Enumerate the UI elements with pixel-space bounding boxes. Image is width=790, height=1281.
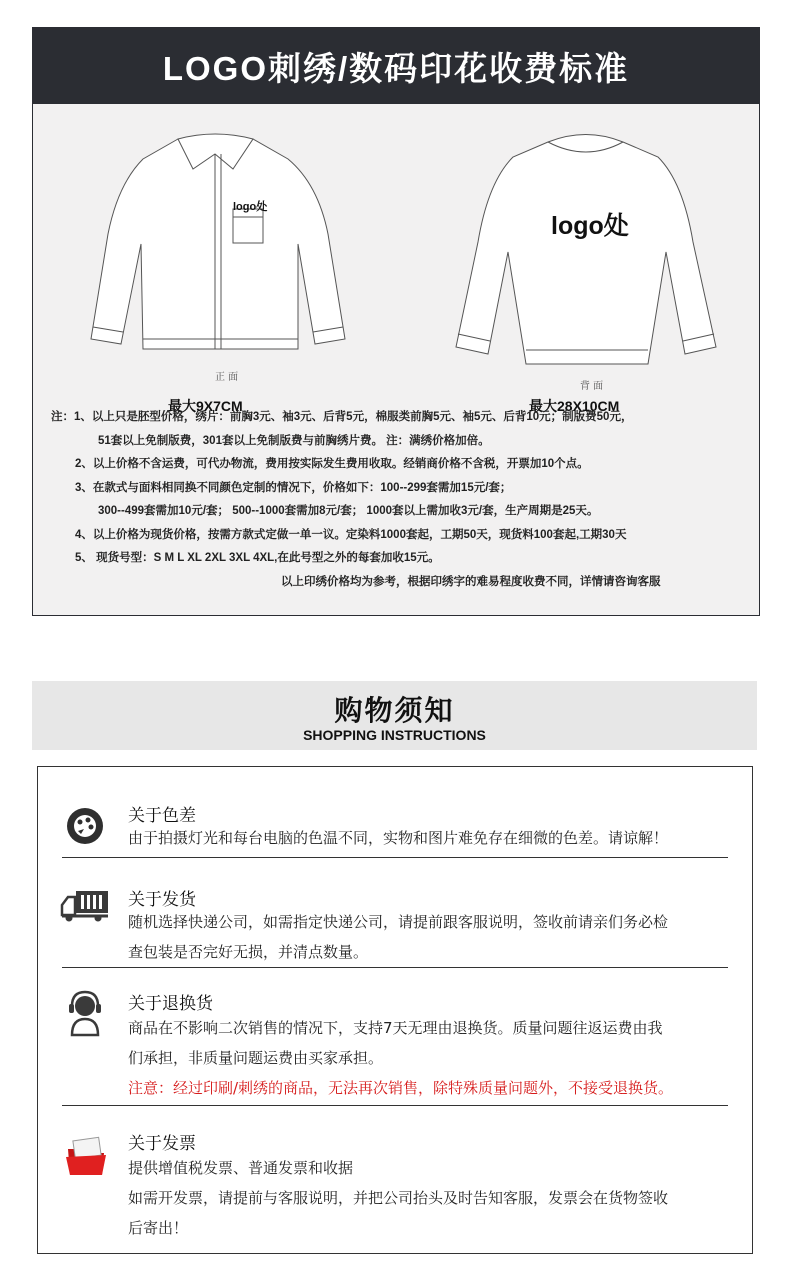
item-text: 提供增值税发票、普通发票和收据 bbox=[128, 1159, 354, 1177]
divider bbox=[62, 967, 728, 968]
back-view-label: 背 面 bbox=[580, 381, 604, 392]
item-title: 关于发货 bbox=[128, 890, 196, 910]
return-warning: 注意：经过印刷/刺绣的商品，无法再次销售，除特殊质量问题外，不接受退换货。 bbox=[128, 1079, 674, 1097]
front-size-limit: 最大9X7CM bbox=[168, 398, 243, 414]
item-text: 后寄出！ bbox=[128, 1219, 189, 1237]
note-line: 4、以上价格为现货价格，按需方款式定做一单一议。定染料1000套起，工期50天，现货料100套起,工期30天 bbox=[75, 529, 627, 541]
note-line: 3、在款式与面料相同换不同颜色定制的情况下，价格如下：100--299套需加15元/套； bbox=[75, 482, 512, 494]
back-size-limit: 最大28X10CM bbox=[529, 398, 620, 414]
note-line: 5、 现货号型：S M L XL 2XL 3XL 4XL,在此号型之外的每套加收15元。 bbox=[75, 552, 440, 564]
note-line: 2、以上价格不含运费，可代办物流，费用按实际发生费用收取。经销商价格不含税，开票加10个点。 bbox=[75, 458, 589, 470]
item-title: 关于色差 bbox=[128, 806, 196, 826]
back-logo-position: logo处 bbox=[551, 212, 629, 240]
item-text: 由于拍摄灯光和每台电脑的色温不同，实物和图片难免存在细微的色差。请谅解！ bbox=[128, 829, 669, 847]
invoice-folder-icon bbox=[64, 1133, 106, 1179]
note-line: 300--499套需加10元/套； 500--1000套需加8元/套； 1000套以上需加收3元/套，生产周期是25天。 bbox=[98, 505, 599, 517]
pricing-title: LOGO刺绣/数码印花收费标准 bbox=[33, 28, 759, 104]
instructions-box bbox=[37, 766, 753, 1254]
item-text: 们承担，非质量问题运费由买家承担。 bbox=[128, 1049, 384, 1067]
front-logo-position: logo处 bbox=[233, 201, 268, 213]
customer-service-icon bbox=[64, 989, 106, 1037]
item-text: 如需开发票，请提前与客服说明，并把公司抬头及时告知客服，发票会在货物签收 bbox=[128, 1189, 669, 1207]
shirt-illustrations bbox=[33, 104, 759, 424]
front-shirt-illustration bbox=[83, 124, 353, 354]
banner-subtitle: SHOPPING INSTRUCTIONS bbox=[303, 727, 486, 743]
back-shirt-illustration bbox=[448, 122, 723, 367]
note-line: 注：1、以上只是胚型价格，绣片：前胸3元、袖3元、后背5元，棉服类前胸5元、袖5元、后背10元；制版费50元， bbox=[51, 411, 633, 423]
banner-title: 购物须知 bbox=[334, 694, 455, 727]
divider bbox=[62, 1105, 728, 1106]
item-title: 关于发票 bbox=[128, 1134, 196, 1154]
item-text: 商品在不影响二次销售的情况下，支持7天无理由退换货。质量问题往返运费由我 bbox=[128, 1019, 663, 1037]
item-text: 查包装是否完好无损，并清点数量。 bbox=[128, 943, 369, 961]
item-title: 关于退换货 bbox=[128, 994, 213, 1014]
shopping-instructions-banner bbox=[32, 681, 757, 750]
note-line: 51套以上免制版费，301套以上免制版费与前胸绣片费。 注：满绣价格加倍。 bbox=[98, 435, 490, 447]
pricing-panel bbox=[32, 27, 760, 616]
front-view-label: 正 面 bbox=[215, 372, 239, 383]
palette-icon bbox=[64, 805, 106, 847]
delivery-truck-icon bbox=[60, 889, 110, 931]
note-line: 以上印绣价格均为参考，根据印绣字的难易程度收费不同，详情请咨询客服 bbox=[281, 576, 661, 588]
divider bbox=[62, 857, 728, 858]
item-text: 随机选择快递公司，如需指定快递公司，请提前跟客服说明，签收前请亲们务必检 bbox=[128, 913, 669, 931]
